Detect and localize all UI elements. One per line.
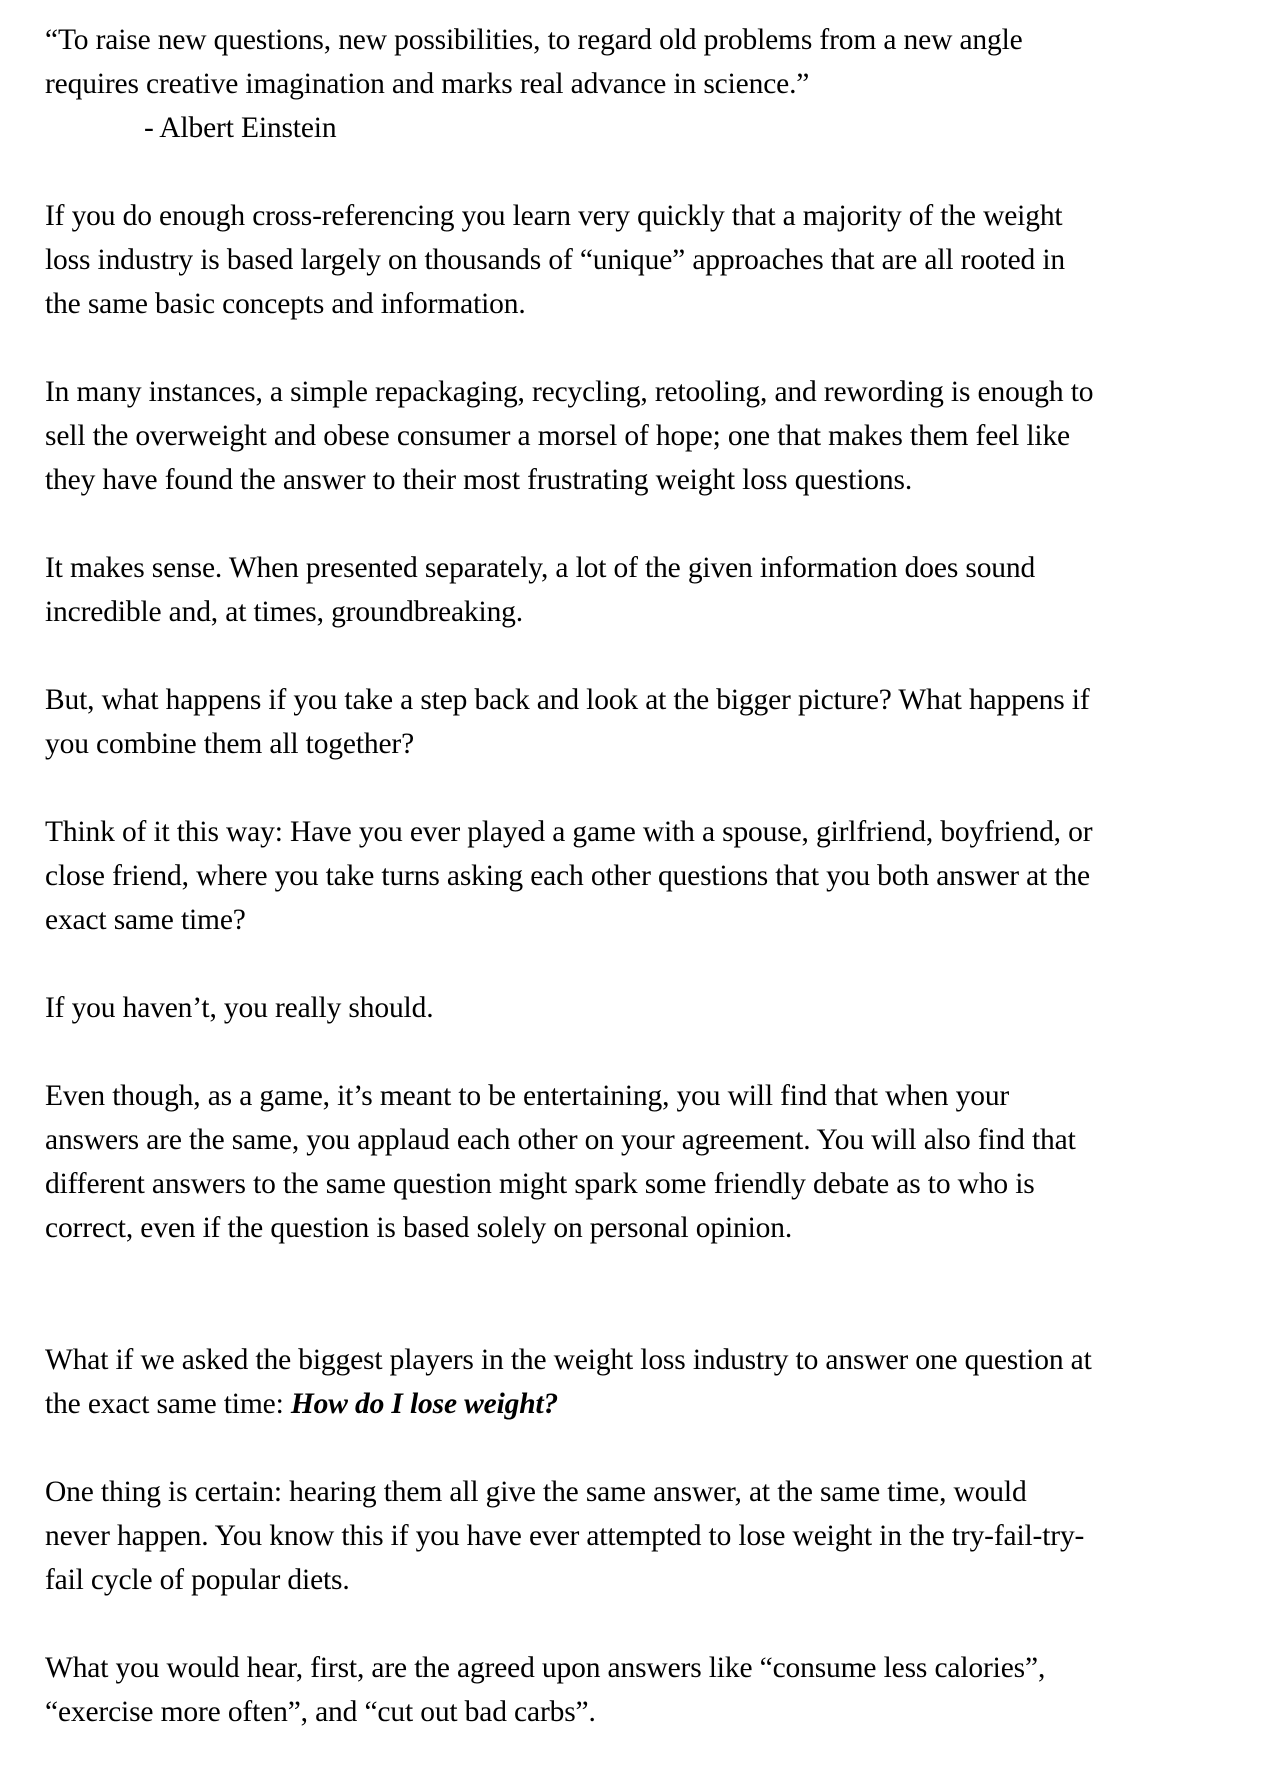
epigraph [45,18,1265,150]
epigraph-author: - Albert Einstein [144,112,337,144]
paragraph: If you do enough cross-referencing you learn very quickly that a majority of the weight loss industry is based largely on thousands of “unique” approaches that are all rooted in the same basic concepts and information. [45,200,1065,320]
paragraph: Think of it this way: Have you ever played a game with a spouse, girlfriend, boyfriend, or close friend, where you take turns asking each other questions that you both answer at the exact same time? [45,816,1093,936]
question-lead: What if we asked the biggest players in the weight loss industry to answer one question at the exact same time: [45,1344,1092,1420]
paragraph: If you haven’t, you really should. [45,992,434,1024]
paragraph: In many instances, a simple repackaging, recycling, retooling, and rewording is enough to sell the overweight and obese consumer a morsel of hope; one that makes them feel like they have found the answer to their most frustrating weight loss questions. [45,376,1094,496]
question-emphasis: How do I lose weight? [290,1388,559,1420]
paragraph: But, what happens if you take a step back and look at the bigger picture? What happens if you combine them all together? [45,684,1090,760]
paragraph: One thing is certain: hearing them all give the same answer, at the same time, would never happen. You know this if you have ever attempted to lose weight in the try-fail-try- fail cycle of popular diets. [45,1476,1085,1596]
paragraph: What you would hear, first, are the agreed upon answers like “consume less calories”, “exercise more often”, and “cut out bad carbs”. [45,1652,1046,1728]
document-page [45,18,1265,1778]
paragraph: Even though, as a game, it’s meant to be entertaining, you will find that when your answers are the same, you applaud each other on your agreement. You will also find that different answers to the same question might spark some friendly debate as to who is correct, even if the question is based solely on personal opinion. [45,1080,1076,1244]
question-paragraph [45,1338,1265,1426]
paragraph: It makes sense. When presented separately, a lot of the given information does sound incredible and, at times, groundbreaking. [45,552,1036,628]
epigraph-quote: “To raise new questions, new possibilities, to regard old problems from a new angle requires creative imagination and marks real advance in science.” [45,24,1023,100]
